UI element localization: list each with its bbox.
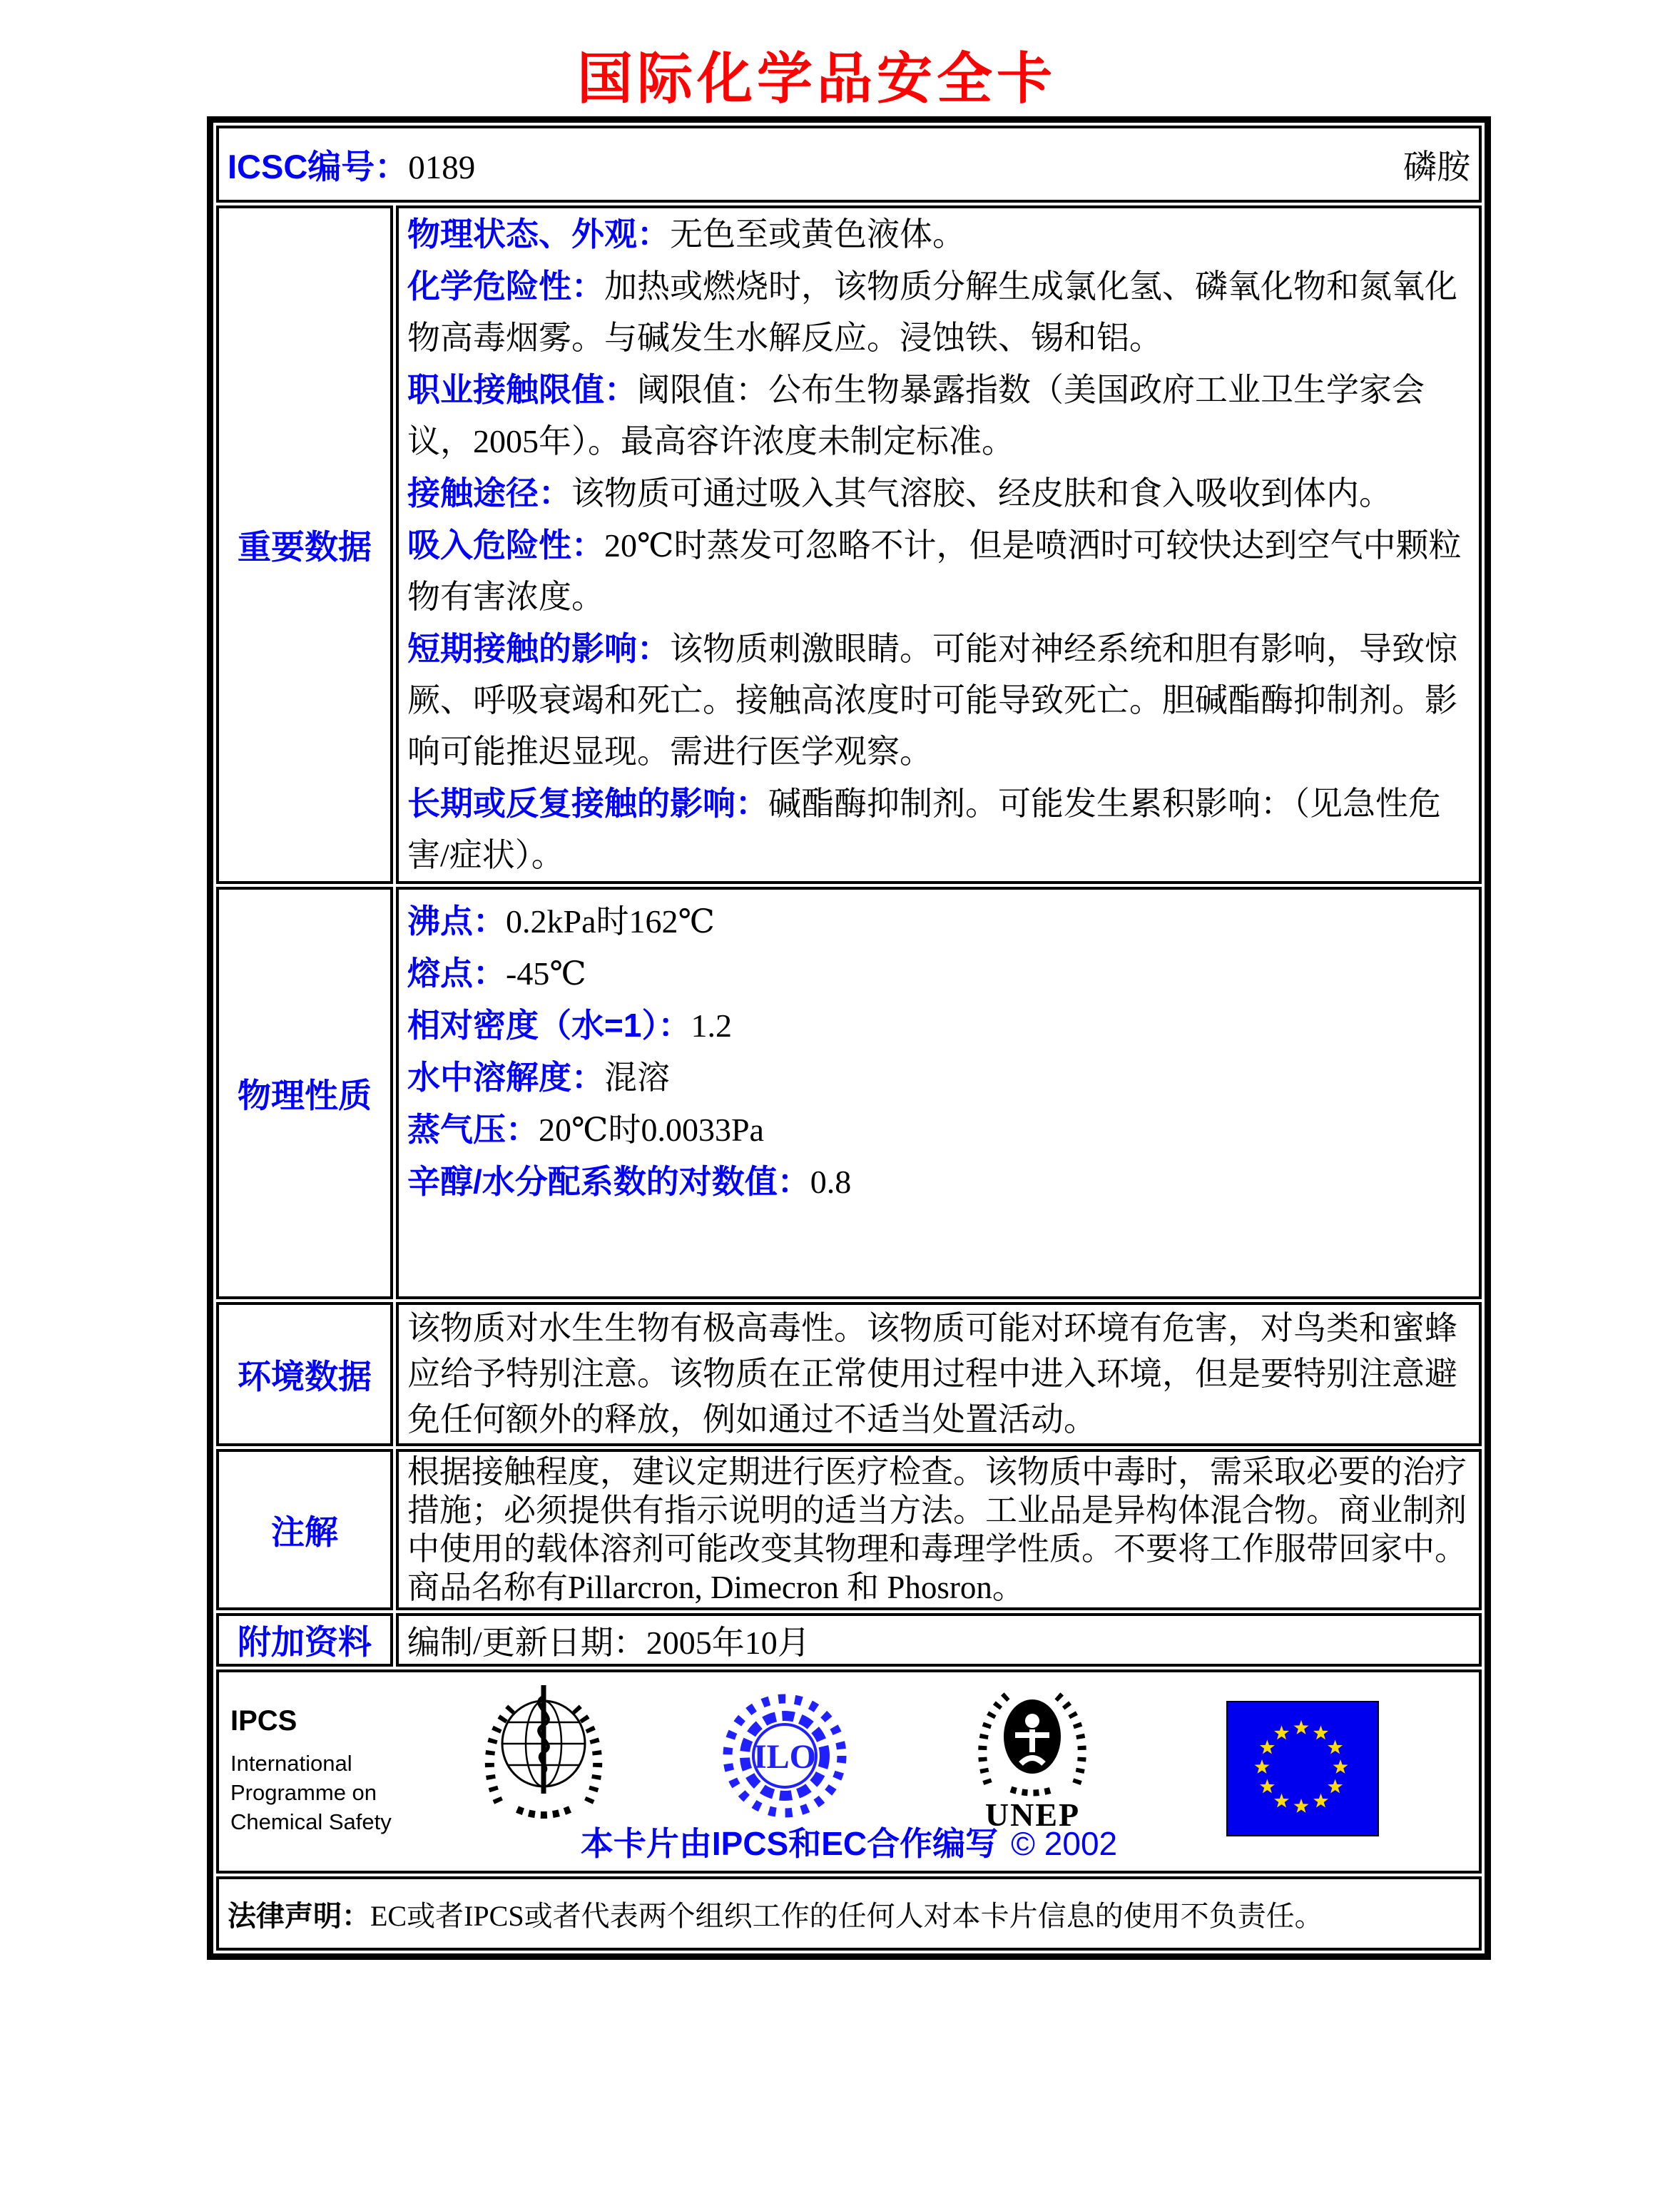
item-text: 混溶	[604, 1059, 670, 1096]
row-additional-info	[216, 1613, 1482, 1667]
physical-item	[407, 1156, 1470, 1208]
physical-item	[407, 895, 1470, 947]
item-text: 阈限值：公布生物暴露指数（美国政府工业卫生学家会议，2005年）。最高容许浓度未制定标准。	[407, 372, 1425, 459]
ipcs-line: Chemical Safety	[230, 1809, 392, 1834]
row-notes	[216, 1449, 1482, 1610]
item-label: 物理状态、外观：	[407, 215, 670, 253]
ilo-logo-icon	[723, 1687, 847, 1826]
item-label: 长期或反复接触的影响：	[407, 785, 768, 822]
important-item	[407, 260, 1470, 364]
item-text: 0.8	[810, 1164, 852, 1200]
legal-cell	[216, 1876, 1482, 1951]
logos-cell	[216, 1669, 1482, 1874]
item-label: 职业接触限值：	[407, 371, 637, 408]
legal-label: 法律声明：	[228, 1900, 370, 1932]
section-content-important	[396, 205, 1482, 884]
item-label: 接触途径：	[407, 474, 571, 512]
unep-logo-icon	[967, 1684, 1099, 1796]
item-label: 辛醇/水分配系数的对数值：	[407, 1163, 810, 1200]
icsc-number-label: ICSC编号：	[228, 147, 409, 185]
chemical-name: 磷胺	[1403, 148, 1470, 186]
important-item	[407, 208, 1470, 260]
important-item	[407, 364, 1470, 467]
unep-logo-block	[967, 1684, 1099, 1834]
item-text: 20℃时蒸发可忽略不计，但是喷洒时可较快达到空气中颗粒物有害浓度。	[407, 527, 1462, 615]
legal-text: EC或者IPCS或者代表两个组织工作的任何人对本卡片信息的使用不负责任。	[370, 1899, 1323, 1932]
icsc-number-value: 0189	[408, 148, 476, 186]
important-item	[407, 467, 1470, 519]
item-label: 沸点：	[407, 903, 506, 940]
header-row	[216, 126, 1482, 203]
header-cell	[216, 126, 1482, 203]
physical-item	[407, 1000, 1470, 1052]
section-label-additional: 附加资料	[216, 1613, 393, 1667]
eu-flag-icon	[1226, 1701, 1379, 1836]
ipcs-acronym: IPCS	[230, 1705, 297, 1737]
important-item	[407, 623, 1470, 778]
item-label: 相对密度（水=1）：	[407, 1007, 691, 1044]
caption-copyright: © 2002	[1011, 1825, 1118, 1862]
page-title: 国际化学品安全卡	[576, 47, 1057, 110]
item-label: 蒸气压：	[407, 1111, 539, 1148]
unep-label: UNEP	[984, 1796, 1081, 1833]
section-label-important: 重要数据	[216, 205, 393, 884]
item-label: 吸入危险性：	[407, 527, 604, 564]
ipcs-line: International	[230, 1751, 352, 1776]
item-text: -45℃	[506, 955, 586, 992]
row-logos	[216, 1669, 1482, 1874]
section-content-physical	[396, 887, 1482, 1299]
who-logo-icon	[476, 1681, 611, 1827]
ipcs-line: Programme on	[230, 1780, 377, 1805]
physical-item	[407, 1104, 1470, 1156]
item-text: 加热或燃烧时，该物质分解生成氯化氢、磷氧化物和氮氧化物高毒烟雾。与碱发生水解反应。浸蚀铁、锡和铝。	[407, 268, 1457, 356]
important-item	[407, 519, 1470, 623]
item-label: 熔点：	[407, 955, 506, 992]
item-label: 水中溶解度：	[407, 1059, 604, 1096]
item-text: 0.2kPa时162℃	[506, 903, 715, 940]
item-text: 该物质可通过吸入其气溶胶、经皮肤和食入吸收到体内。	[571, 475, 1392, 512]
row-important-data	[216, 205, 1482, 884]
item-text: 该物质刺激眼睛。可能对神经系统和胆有影响，导致惊厥、呼吸衰竭和死亡。接触高浓度时可能导致死亡。胆碱酯酶抑制剂。影响可能推迟显现。需进行医学观察。	[407, 631, 1457, 770]
section-content-environment: 该物质对水生生物有极高毒性。该物质可能对环境有危害，对鸟类和蜜蜂应给予特别注意。该物质在正常使用过程中进入环境，但是要特别注意避免任何额外的释放，例如通过不适当处置活动。	[396, 1302, 1482, 1446]
section-label-environment: 环境数据	[216, 1302, 393, 1446]
section-label-notes: 注解	[216, 1449, 393, 1610]
item-text: 1.2	[691, 1007, 732, 1044]
row-physical-properties	[216, 887, 1482, 1299]
important-item	[407, 778, 1470, 881]
item-text: 无色至或黄色液体。	[670, 216, 965, 253]
row-legal	[216, 1876, 1482, 1951]
item-label: 化学危险性：	[407, 268, 604, 305]
physical-item	[407, 947, 1470, 1000]
physical-item	[407, 1052, 1470, 1104]
ipcs-text-block	[230, 1705, 392, 1836]
row-environmental-data	[216, 1302, 1482, 1446]
section-label-physical: 物理性质	[216, 887, 393, 1299]
section-content-additional: 编制/更新日期：2005年10月	[396, 1613, 1482, 1667]
footer-caption	[219, 1818, 1479, 1865]
item-label: 短期接触的影响：	[407, 630, 670, 667]
item-text: 20℃时0.0033Pa	[539, 1112, 764, 1148]
icsc-card-table	[207, 116, 1491, 1960]
caption-text: 本卡片由IPCS和EC合作编写	[580, 1825, 999, 1862]
section-content-notes: 根据接触程度，建议定期进行医疗检查。该物质中毒时，需采取必要的治疗措施；必须提供有指示说明的适当方法。工业品是异构体混合物。商业制剂中使用的载体溶剂可能改变其物理和毒理学性质。不要将工作服带回家中。商品名称有Pillarcron, Dimecron 和 Phosron。	[396, 1449, 1482, 1610]
ilo-letters: ILO	[753, 1738, 817, 1776]
icsc-number-group	[228, 141, 475, 188]
item-text: 碱酯酶抑制剂。可能发生累积影响：（见急性危害/症状）。	[407, 786, 1441, 873]
